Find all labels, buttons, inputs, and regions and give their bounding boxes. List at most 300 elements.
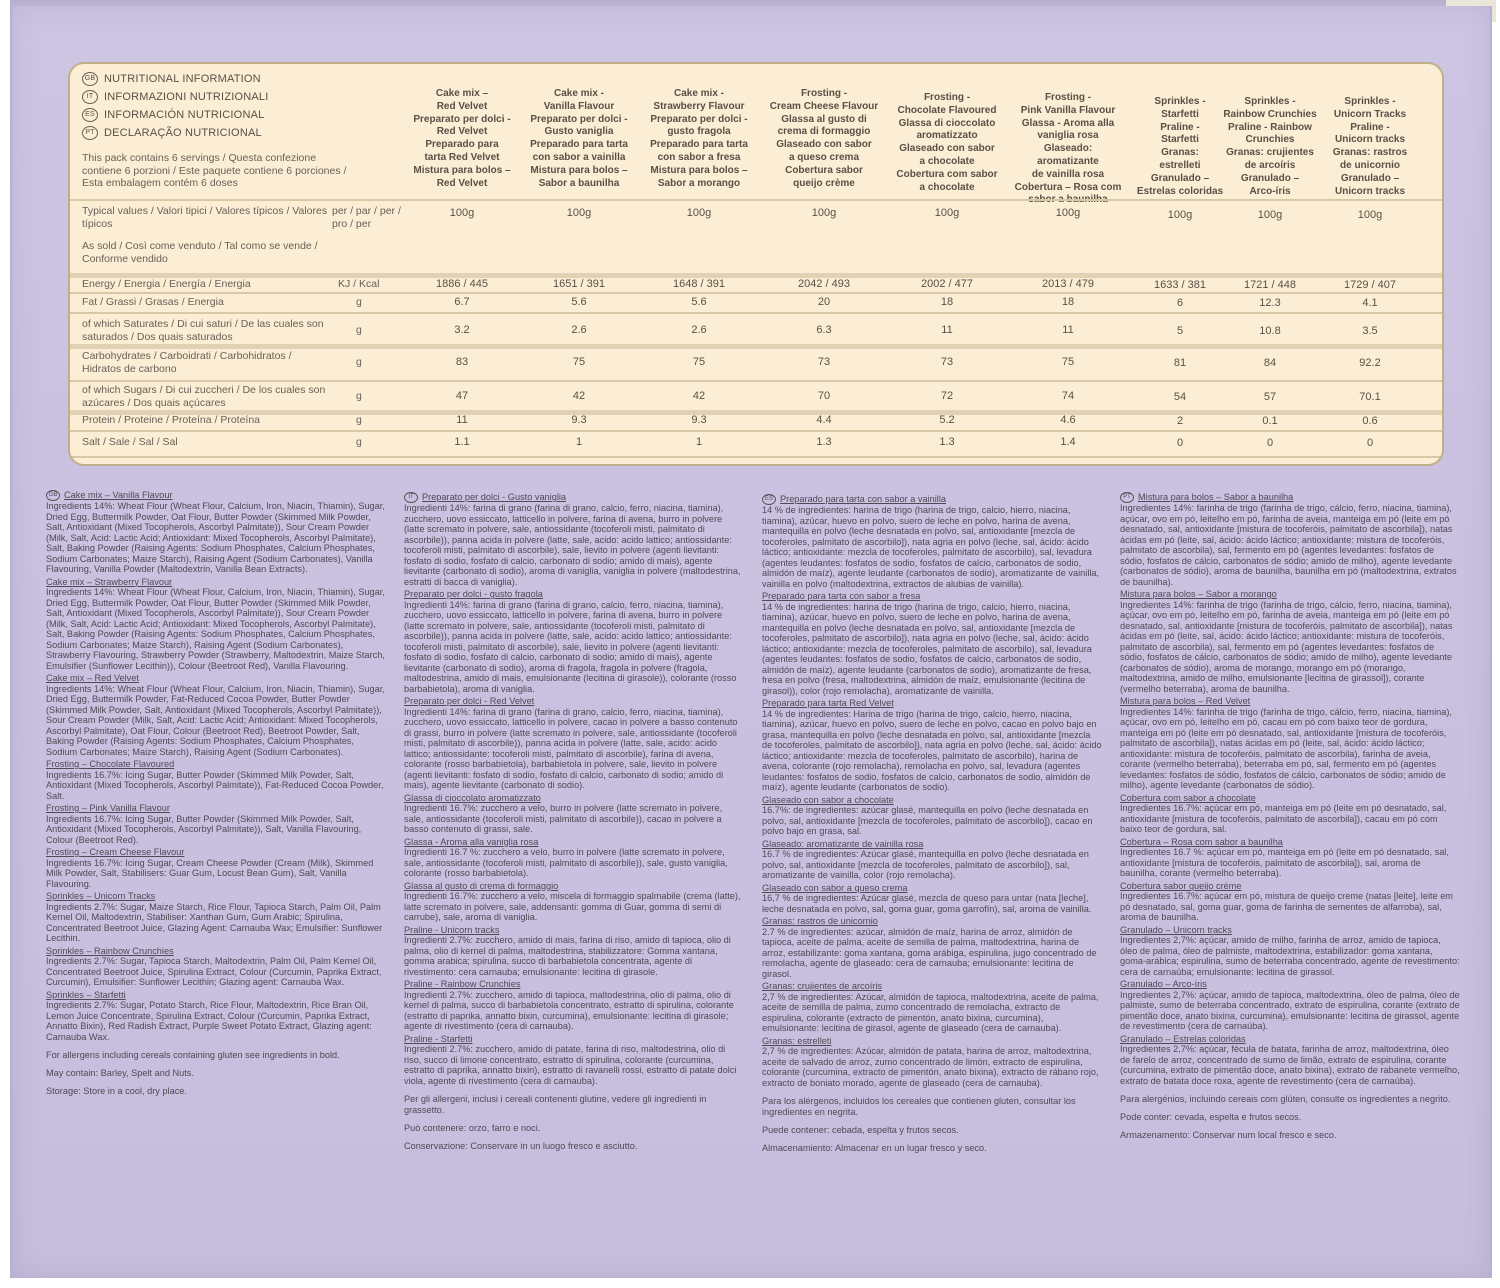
ingredient-text: 14 % de ingredientes: harina de trigo (harina de trigo, calcio, hierro, niacina, tiamina), azúcar, huevo en polvo, suero de leche en polvo, harina de avena, mantequilla en polvo (leche desnatada en polvo, sal, antioxidante [mezcla de tocoferoles, palmitato de ascorbilo]), nata agria en polvo (leche, sal, ácido: ácido láctico; antioxidante: mezcla de tocoferoles, palmitato de ascorbilo), sal, levadura (agentes leudantes: fosfatos de sodio, fosfatos de calcio, carbonatos de sodio, almidón de maíz), agente leudante (carbonatos de sodio), aromatizante de vainilla, vainilla en polvo (maltodextrina, extractos de alubias de vainilla).	[762, 505, 1100, 589]
ingredient-text: Ingredientes 16.7%: açúcar em pó, mistura de queijo creme (natas [leite], leite em pó desnatado, sal, goma guar, goma de farinha de sementes de alfarroba), sal, aroma de baunilha.	[1120, 891, 1453, 923]
ingredient-section	[762, 591, 1102, 696]
product-column-header-line: Glassa al gusto di	[781, 113, 867, 125]
footer-line: Puede contener: cebada, espelta y frutos secos.	[762, 1125, 959, 1136]
ingredient-text: Ingredienti 2.7%: zucchero, amido di tapioca, maltodestrina, olio di palma, olio di kernel di palma, succo di barbabietola concentrato, estratto di spirulina, colorante (estratto di paprika, annatto bixin, curcumina), emulsionante: lecitina di girasole; agente di rivestimento (cera di carnauba).	[404, 989, 734, 1032]
product-column-header-line: a chocolate	[919, 181, 975, 193]
ingredient-section	[762, 698, 1102, 793]
product-column-header-line: Glaseado con sabor	[776, 139, 872, 151]
ingredient-section-title: Granulado – Estrelas coloridas	[1120, 1033, 1246, 1044]
product-column-header-line: Cake mix -	[673, 88, 725, 99]
ingredient-section-title: Granas: crujientes de arcoíris	[762, 981, 882, 992]
product-column-header	[1012, 92, 1124, 207]
nutrient-value: 75	[1061, 356, 1075, 368]
nutrient-value: 4.4	[816, 414, 832, 426]
ingredient-section-title: Granas: rastros de unicornio	[762, 916, 878, 927]
nutrient-unit: KJ / Kcal	[338, 278, 380, 290]
ingredient-section-heading	[762, 1036, 1102, 1047]
typical-values-label: Typical values / Valori tipici / Valores típicos / Valores típicos	[82, 205, 328, 230]
ingredient-section	[404, 1034, 744, 1087]
product-column-header-line: Red Velvet	[436, 177, 488, 189]
nutrient-value: 9.3	[571, 414, 587, 426]
nutrient-value: 6.3	[816, 324, 832, 336]
product-column-header-line: Starfetti	[1161, 108, 1199, 120]
product-column-header-line: Preparado para tarta	[530, 139, 628, 151]
nutrient-value: 9.3	[691, 414, 707, 426]
nutrient-value: 83	[455, 356, 469, 368]
ingredient-text: 2,7 % de ingredientes: Azúcar, almidón de tapioca, maltodextrina, aceite de palma, aceite de semilla de palma, zumo concentrado de remolacha, extracto de espirulina, colorante (extracto de pimentón, anato bixina, curcumina), emulsionante: lecitina de girasol, agente de glaseado (cera de carnauba).	[762, 991, 1099, 1034]
ingredient-section	[762, 795, 1102, 837]
ingredient-text: 2,7 % de ingredientes: Azúcar, almidón de patata, harina de arroz, maltodextrina, aceite de salvado de arroz, zumo concentrado de limón, extracto de espirulina, colorante (curcumina, extracto de pimentón, anato bixina), extracto de rábano rojo, extracto de boniato morado, agente de glaseado (cera de carnauba).	[762, 1046, 1099, 1088]
ingredient-section	[404, 925, 744, 978]
product-column-header-line: Granulado –	[1340, 172, 1400, 184]
ingredients-footer	[1120, 1094, 1460, 1141]
product-column-header-line: Sabor a morango	[657, 177, 741, 189]
nutrient-value: 92.2	[1359, 357, 1381, 369]
nutrient-value: 4.1	[1362, 297, 1378, 309]
ingredient-section-title: Frosting – Cream Cheese Flavour	[46, 847, 185, 858]
product-column-header	[643, 88, 755, 190]
nutrient-unit: g	[356, 390, 362, 402]
ingredient-text: Ingredienti 14%: farina di grano (farina di grano, calcio, ferro, niacina, tiamina), zucchero, uovo essiccato, latticello in polvere, cacao in polvere a basso contenuto di grassi, burro in polvere (latte scremato in polvere, sale, antiossidante (tocoferoli misti, palmitato di ascorbile)), panna acida in polvere (latte, sale, acido: acido lattico; antiossidante: tocoferoli misti, palmitato di ascorbile), farina di avena, colorante (rosso barbabietola), barbabietola in polvere, sale, lievito in polvere (agenti lievitanti: fosfato di sodio, fosfato di calcio, carbonato di sodio; amido di mais), agente lievitante (carbonato di sodio).	[404, 706, 738, 791]
per-100g-value: 100g	[1055, 207, 1081, 219]
ingredient-section-title: Granulado – Unicorn tracks	[1120, 924, 1232, 935]
divider	[70, 380, 1442, 382]
ingredient-section-title: Preparado para tarta con sabor a vainilla	[780, 494, 946, 504]
nutrient-value: 1886 / 445	[436, 278, 488, 290]
ingredient-section-title: Preparado para tarta con sabor a fresa	[762, 591, 921, 602]
product-column-header-line: Vanilla Flavour	[543, 100, 615, 112]
footer-line: Almacenamiento: Almacenar en un lugar fresco y seco.	[762, 1143, 987, 1154]
ingredient-section-title: Sprinkles – Unicorn Tracks	[46, 891, 156, 902]
ingredient-section-title: Cobertura sabor queijo crème	[1120, 880, 1242, 891]
product-column-header-line: Praline -	[1160, 121, 1200, 133]
product-column-header-line: Sprinkles -	[1154, 96, 1206, 107]
product-column-header-line: Arco-íris	[1249, 185, 1291, 197]
language-heading	[82, 126, 262, 140]
nutrient-value: 84	[1263, 357, 1277, 369]
ingredient-section-title: Preparado para tarta Red Velvet	[762, 698, 894, 709]
ingredients-column	[1120, 490, 1460, 1148]
nutrient-value: 6	[1176, 297, 1184, 309]
nutrient-value: 2013 / 479	[1042, 278, 1094, 290]
nutrient-value: 10.8	[1259, 325, 1281, 337]
language-code-badge: PT	[82, 126, 98, 140]
footer-line: Per gli allergeni, inclusi i cereali contenenti glutine, vedere gli ingredienti in grassetto.	[404, 1094, 707, 1116]
product-column-header-line: Glassa - Aroma alla	[1021, 117, 1115, 129]
ingredient-section-heading	[404, 793, 744, 804]
nutrition-panel	[68, 62, 1444, 466]
ingredient-section-heading	[46, 891, 386, 902]
ingredient-section	[46, 759, 386, 801]
language-heading-text: INFORMAZIONI NUTRIZIONALI	[104, 90, 269, 103]
product-column-header-line: a chocolate	[919, 155, 975, 167]
product-column-header-line: Preparado para tarta	[650, 139, 748, 151]
product-column-header-line: Red Velvet	[436, 100, 488, 112]
per-100g-value: 100g	[566, 207, 592, 219]
product-column-header-line: con sabor a fresa	[657, 151, 741, 163]
product-column-header-line: Cake mix –	[435, 88, 489, 99]
footer-line: Para alergénios, incluindo cereais com glúten, consulte os ingredientes a negrito.	[1120, 1094, 1451, 1105]
product-column-header-line: Frosting -	[923, 92, 971, 103]
nutrient-value: 1648 / 391	[673, 278, 725, 290]
ingredient-text: Ingredients 16.7%: Icing Sugar, Cream Cheese Powder (Cream (Milk), Skimmed Milk Powder, Salt, Stabilisers: Guar Gum, Locust Bean Gum), Salt, Vanilla Flavouring.	[46, 857, 374, 889]
ingredient-section-heading	[1120, 589, 1460, 600]
ingredients-column	[404, 490, 744, 1159]
product-column-header-line: Chocolate Flavoured	[897, 104, 997, 116]
ingredient-section-title: Mistura para bolos – Red Velvet	[1120, 696, 1251, 707]
language-code-badge: ES	[762, 494, 776, 505]
ingredient-section-title: Sprinkles – Starfetti	[46, 989, 126, 1000]
language-heading-text: NUTRITIONAL INFORMATION	[104, 72, 261, 85]
product-column-header-line: Rainbow Crunchies	[1223, 108, 1317, 120]
nutrient-value: 6.7	[454, 296, 470, 308]
ingredient-section	[1120, 837, 1460, 879]
nutrient-value: 1633 / 381	[1154, 279, 1206, 291]
product-column-header-line: Preparato per dolci -	[530, 113, 628, 125]
ingredient-text: Ingredients 16.7%: Icing Sugar, Butter Powder (Skimmed Milk Powder, Salt, Antioxidant (Mixed Tocopherols, Ascorbyl Palmitate)), Salt, Vanilla Flavouring, Colour (Beetroot Red).	[46, 813, 362, 845]
ingredient-section-heading	[46, 577, 386, 588]
ingredients-column	[46, 488, 386, 1104]
nutrient-value: 70	[817, 390, 831, 402]
nutrient-label: Carbohydrates / Carboidrati / Carbohidratos / Hidratos de carbono	[82, 350, 292, 375]
nutrient-value: 1.4	[1060, 436, 1076, 448]
ingredient-text: Ingredientes 16.7 %: açúcar em pó, manteiga em pó (leite em pó desnatado, sal, antioxidante [mistura de tocoferóis, palmitato de ascorbila]), sal, aroma de baunilha, corante (vermelho beterraba).	[1120, 847, 1449, 879]
product-column-header-line: Granas: rastros	[1332, 147, 1408, 159]
product-column-header-line: Strawberry Flavour	[653, 100, 745, 112]
ingredient-section	[762, 981, 1102, 1034]
ingredient-section-heading	[46, 847, 386, 858]
ingredient-text: Ingredienti 16.7%: zucchero a velo, miscela di formaggio spalmabile (crema (latte), latte scremato in polvere, sale, addensanti: gomma di Guar, gomma di semi di carrube), sale, aroma di vaniglia.	[404, 891, 741, 923]
ingredient-section-title: Cake mix – Vanilla Flavour	[64, 490, 173, 500]
ingredient-text: 14 % de ingredientes: Harina de trigo (harina de trigo, calcio, hierro, niacina, tiamina), azúcar, huevo en polvo, suero de leche en polvo, cacao en polvo bajo en grasa, mantequilla en polvo (leche desnatada en polvo, sal, antioxidante [mezcla de tocoferoles, palmitato de ascorbilo]), nata agria en polvo (leche, sal, ácido: ácido láctico; antioxidante: mezcla de tocoferoles, palmitato de ascorbilo), harina de avena, colorante (rojo remolacha), remolacha en polvo, sal, levadura (agentes leudantes: fosfatos de sodio, fosfatos de calcio, carbonatos de sodio, almidón de maíz), agente leudante (carbonatos de sodio).	[762, 708, 1102, 793]
ingredient-section-title: Praline - Starfetti	[404, 1033, 473, 1044]
ingredient-section-heading	[404, 925, 744, 936]
ingredient-section-heading	[1120, 979, 1460, 990]
per-100g-value: 100g	[1167, 209, 1193, 221]
product-column-header-line: con sabor a vainilla	[532, 151, 626, 163]
product-column-header-line: Unicorn tracks	[1334, 134, 1406, 146]
nutrient-value: 0	[1266, 437, 1274, 449]
ingredient-text: Ingredientes 2,7%: açúcar, fécula de batata, farinha de arroz, maltodextrina, óleo de farelo de arroz, concentrado de sumo de limão, extrato de espirulina, corante (curcumina, extrato de pimentão doce, anato bixina), extrato de rabanete vermelho, extrato de batata doce roxa, agente de revestimento (cera de carnaúba).	[1120, 1044, 1460, 1086]
ingredient-text: 16.7 % de ingredientes: Azúcar glasé, mantequilla en polvo (leche desnatada en polvo, sal, antioxidante [mezcla de tocoferoles, palmitato de ascorbilo]), sal, aromatizante de vainilla, color (rojo remolacha).	[762, 849, 1089, 881]
nutrient-value: 0	[1176, 437, 1184, 449]
nutrient-value: 0	[1366, 437, 1374, 449]
ingredient-section-title: Preparato per dolci - Gusto vaniglia	[422, 492, 567, 502]
footer-line: May contain: Barley, Spelt and Nuts.	[46, 1068, 194, 1079]
nutrient-value: 73	[817, 356, 831, 368]
ingredient-section	[762, 1036, 1102, 1089]
ingredient-section-title: Cobertura com sabor a chocolate	[1120, 792, 1256, 803]
product-column-header-line: Preparato per dolci -	[413, 113, 511, 125]
nutrient-label: Energy / Energia / Energía / Energia	[82, 278, 251, 290]
ingredient-section-heading	[1120, 492, 1460, 503]
ingredients-column	[762, 492, 1102, 1161]
ingredient-section	[762, 916, 1102, 979]
ingredient-section	[1120, 979, 1460, 1032]
nutrient-value: 70.1	[1359, 391, 1381, 403]
ingredient-section	[46, 490, 386, 575]
product-column-header-line: Mistura para bolos –	[650, 164, 748, 176]
divider	[70, 456, 1442, 458]
product-column-header-line: Preparato per dolci -	[650, 113, 748, 125]
ingredient-section-heading	[762, 795, 1102, 806]
nutrient-value: 2.6	[571, 324, 587, 336]
language-heading	[82, 108, 264, 122]
ingredient-section-title: Glassa al gusto di crema di formaggio	[404, 880, 559, 891]
ingredient-text: Ingredientes 14%: farinha de trigo (farinha de trigo, cálcio, ferro, niacina, tiamina), açúcar, ovo em pó, leitelho em pó, farinha de aveia, manteiga em pó (leite em pó desnatado, sal, antioxidante [mistura de tocoferóis, palmitato de ascorbila]), natas ácidas em pó (leite, sal, ácido: ácido láctico; antioxidante: mistura de tocoferóis, palmitato de ascorbila), sal, fermento em pó (agentes levedantes: fosfatos de sódio, fosfatos de cálcio, carbonatos de sódio; amido de milho), agente levedante (carbonatos de sódio), aroma de baunilha, baunilha em pó (maltodextrina, extratos de baunilha).	[1120, 503, 1457, 587]
ingredient-section	[46, 990, 386, 1043]
nutrient-value: 1721 / 448	[1244, 279, 1296, 291]
ingredient-section	[762, 883, 1102, 915]
ingredient-section-heading	[762, 883, 1102, 894]
ingredient-section-title: Frosting – Pink Vanilla Flavour	[46, 803, 170, 814]
product-column-header-line: vaniglia rosa	[1037, 130, 1099, 142]
language-heading	[82, 72, 261, 86]
product-column-header-line: Glaseado: aromatizante	[1037, 143, 1099, 167]
product-column-header-line: aromatizzato	[916, 130, 978, 142]
product-column-header-line: de vainilla rosa	[1031, 168, 1105, 180]
product-column-header-line: Glassa di cioccolato	[898, 117, 996, 129]
nutrient-value: 3.5	[1362, 325, 1378, 337]
ingredient-section-heading	[1120, 837, 1460, 848]
product-column-header-line: queijo crème	[793, 177, 855, 189]
nutrient-label: of which Sugars / Di cui zuccheri / De los cuales son azúcares / Dos quais açúcares	[82, 384, 326, 409]
ingredient-text: Ingredients 14%: Wheat Flour (Wheat Flour, Calcium, Iron, Niacin, Thiamin), Sugar, Dried Egg, Buttermilk Powder, Fat-Reduced Cocoa Powder, Butter Powder (Skimmed Milk Powder, Salt, Antioxidant (Mixed Tocopherols, Ascorbyl Palmitate)), Sour Cream Powder (Milk, Salt, Acid: Lactic Acid; Antioxidant: Mixed Tocopherols, Ascorbyl Palmitate), Oat Flour, Colour (Beetroot Red), Beetroot Powder, Salt, Baking Powder (Raising Agents: Sodium Phosphates, Calcium Phosphates, Sodium Carbonates; Maize Starch), Raising Agent (Sodium Carbonates).	[46, 683, 385, 757]
nutrient-value: 11	[1062, 324, 1074, 336]
divider	[70, 312, 1442, 314]
product-column-header-line: Praline -	[1350, 121, 1390, 133]
footer-line: Conservazione: Conservare in un luogo fresco e asciutto.	[404, 1141, 638, 1152]
ingredient-text: Ingredienti 16.7 %: zucchero a velo, burro in polvere (latte scremato in polvere, sale, antiossidante (tocoferoli misti, palmitato di ascorbile)), sale, gusto vaniglia, colorante (rosso barbabietola).	[404, 847, 728, 879]
per-label: per / par / per / pro / per	[332, 205, 401, 230]
nutrient-value: 75	[692, 356, 706, 368]
ingredient-section-title: Glassa - Aroma alla vaniglia rosa	[404, 836, 539, 847]
ingredient-section-title: Cake mix – Strawberry Flavour	[46, 576, 173, 587]
nutrient-value: 5.2	[939, 414, 955, 426]
nutrient-value: 1.3	[939, 436, 955, 448]
ingredient-section-heading	[46, 490, 386, 501]
product-column-header-line: Starfetti	[1161, 134, 1199, 146]
nutrient-unit: g	[356, 436, 362, 448]
nutrient-value: 0.1	[1262, 415, 1278, 427]
ingredient-section	[1120, 696, 1460, 791]
nutrient-value: 5.6	[691, 296, 707, 308]
product-column-header-line: estrelleti	[1159, 159, 1201, 171]
per-100g-value: 100g	[811, 207, 837, 219]
product-column-header	[523, 88, 635, 190]
ingredient-text: Ingredienti 2.7%: zucchero, amido di patate, farina di riso, maltodestrina, olio di riso, succo di limone concentrato, estratto di spirulina, colorante (curcumina, estratto di paprika, annatto bixin), estratto di ravanelli rossi, estratto di patate dolci viola, agente di rivestimento (cera di carnauba).	[404, 1044, 737, 1086]
nutrient-value: 18	[940, 296, 954, 308]
nutrient-value: 0.6	[1362, 415, 1378, 427]
product-column-header-line: tarta Red Velvet	[424, 151, 500, 163]
product-column-header-line: Preparado para	[425, 139, 499, 151]
product-column-header	[1314, 96, 1426, 198]
nutrient-value: 1.1	[454, 436, 470, 448]
ingredient-section-title: Preparato per dolci - gusto fragola	[404, 589, 543, 600]
ingredient-section-title: Glassa di cioccolato aromatizzato	[404, 792, 541, 803]
ingredient-section-heading	[1120, 793, 1460, 804]
ingredient-text: Ingredienti 2.7%: zucchero, amido di mais, farina di riso, amido di tapioca, olio di palma, olio di kernel di palma, maltodestrina, stabilizzatore: Gomma xantana, gomma arabica; spirulina, succo di barbabietola concentrata, agente di rivestimento: cera carnauba; emulsionante: lecitina di girasole.	[404, 935, 731, 977]
ingredient-section-heading	[404, 696, 744, 707]
ingredient-section-title: Mistura para bolos – Sabor a morango	[1120, 589, 1277, 600]
per-100g-value: 100g	[1357, 209, 1383, 221]
nutrient-value: 2	[1176, 415, 1184, 427]
product-column-header-line: Praline - Rainbow	[1228, 121, 1312, 133]
ingredient-section	[46, 577, 386, 672]
ingredient-section	[404, 793, 744, 835]
product-column-header-line: Estrelas coloridas	[1136, 185, 1224, 197]
divider	[70, 344, 1442, 349]
ingredient-section-title: Praline - Rainbow Crunchies	[404, 979, 521, 990]
language-heading	[82, 90, 269, 104]
ingredient-section-heading	[404, 1034, 744, 1045]
ingredient-section	[1120, 881, 1460, 923]
divider	[70, 199, 1442, 201]
product-column-header-line: Sprinkles -	[1244, 96, 1296, 107]
ingredient-section	[404, 589, 744, 694]
ingredients-footer	[762, 1096, 1102, 1154]
nutrient-value: 3.2	[454, 324, 470, 336]
ingredient-section-heading	[762, 981, 1102, 992]
product-column-header-line: Sprinkles -	[1344, 96, 1396, 107]
ingredient-section	[46, 673, 386, 757]
ingredient-section-heading	[46, 946, 386, 957]
nutrient-unit: g	[356, 296, 362, 308]
ingredient-section	[1120, 589, 1460, 694]
ingredient-text: Ingredientes 14%: farinha de trigo (farinha de trigo, cálcio, ferro, niacina, tiamina), açúcar, ovo em pó, leitelho em pó, cacau em pó com baixo teor de gordura, manteiga em pó (leite em pó desnatado, sal, antioxidante [mistura de tocoferóis, palmitato de ascorbila]), natas ácidas em pó (leite, sal, ácido: ácido láctico; antioxidante: mistura de tocoferóis, palmitato de ascorbila), farinha de aveia, corante (vermelho beterraba), beterraba em pó, sal, fermento em pó (agentes levedantes: fosfatos de sódio, fosfatos de cálcio, carbonatos de sódio; amido de milho), agente levedante (carbonatos de sódio).	[1120, 706, 1452, 791]
language-code-badge: GB	[46, 490, 60, 501]
nutrient-value: 47	[455, 390, 469, 402]
ingredient-section-title: Mistura para bolos – Sabor a baunilha	[1138, 492, 1294, 502]
ingredient-section-heading	[404, 837, 744, 848]
ingredient-section-title: Cake mix – Red Velvet	[46, 673, 139, 684]
nutrient-value: 5	[1176, 325, 1184, 337]
product-column-header-line: Glaseado con sabor	[899, 143, 995, 155]
nutrient-value: 75	[572, 356, 586, 368]
product-column-header-line: Unicorn Tracks	[1333, 108, 1407, 120]
ingredient-section-title: Glaseado con sabor a queso crema	[762, 882, 908, 893]
product-column-header-line: Granulado –	[1150, 172, 1210, 184]
ingredient-section	[46, 891, 386, 944]
nutrient-value: 2042 / 493	[798, 278, 850, 290]
language-code-badge: GB	[82, 72, 98, 86]
as-sold-label: As sold / Così come venduto / Tal como se vende / Conforme vendido	[82, 240, 318, 265]
nutrient-label: Fat / Grassi / Grasas / Energia	[82, 296, 224, 308]
nutrient-value: 5.6	[571, 296, 587, 308]
ingredient-section-heading	[46, 759, 386, 770]
ingredient-section-title: Praline - Unicorn tracks	[404, 924, 500, 935]
ingredient-section	[1120, 1034, 1460, 1087]
ingredient-section-heading	[762, 494, 1102, 505]
product-column-header-line: Cake mix -	[553, 88, 605, 99]
product-column-header-line: Frosting -	[1044, 92, 1092, 103]
nutrient-value: 2002 / 477	[921, 278, 973, 290]
ingredient-section-title: Sprinkles – Rainbow Crunchies	[46, 945, 174, 956]
product-column-header-line: Cobertura sabor	[785, 164, 863, 176]
ingredient-text: Ingredientes 14%: farinha de trigo (farinha de trigo, cálcio, ferro, niacina, tiamina), açúcar, ovo em pó, leitelho em pó, farinha de aveia, manteiga em pó (leite em pó desnatado, sal, antioxidante [mistura de tocoferóis, palmitato de ascorbila]), natas ácidas em pó (leite, sal, ácido: ácido láctico; antioxidante: mistura de tocoferóis, palmitato de ascorbila), sal, fermento em pó (agentes levedantes: fosfatos de sódio, fosfatos de cálcio, carbonatos de sódio; amido de milho), agente levedante (carbonatos de sódio), aroma de morango, morango em pó (morango, maltodextrina, amido de milho, emulsionante [lecitina de girassol]), corante (vermelho beterraba), aroma de baunilha.	[1120, 599, 1453, 694]
product-column-header-line: gusto fragola	[667, 126, 731, 138]
product-column-header	[1214, 96, 1326, 198]
nutrient-value: 74	[1061, 390, 1075, 402]
nutrient-value: 42	[692, 390, 706, 402]
per-100g-value: 100g	[686, 207, 712, 219]
nutrient-value: 81	[1173, 357, 1187, 369]
language-heading-text: DECLARAÇÃO NUTRICIONAL	[104, 126, 262, 139]
ingredient-section	[762, 839, 1102, 881]
ingredient-section	[46, 946, 386, 988]
ingredient-text: 14 % de ingredientes: harina de trigo (harina de trigo, calcio, hierro, niacina, tiamina), azúcar, huevo en polvo, suero de leche en polvo, harina de avena, mantequilla en polvo (leche desnatada en polvo, sal, antioxidante [mezcla de tocoferoles, palmitato de ascorbilo]), nata agria en polvo (leche, sal, ácido: ácido láctico; antioxidante: mezcla de tocoferoles, palmitato de ascorbilo), sal, levadura (agentes leudantes: fosfatos de sodio, fosfatos de calcio, carbonatos de sodio, almidón de maíz), agente leudante (carbonatos de sodio), aromatizante de fresa, fresa en polvo (fresa, maltodextrina, almidón de maíz, emulsionante (lecitina de girasol)), color (rojo remolacha), aromatizante de vainilla.	[762, 601, 1092, 696]
ingredient-section-title: Glaseado: aromatizante de vainilla rosa	[762, 838, 924, 849]
nutrient-value: 1729 / 407	[1344, 279, 1396, 291]
ingredient-section	[1120, 793, 1460, 835]
ingredient-text: Ingredientes 2,7%: açúcar, amido de milho, farinha de arroz, amido de tapioca, óleo de palma, óleo de palmiste, maltodextrina, estabilizador: goma xantana, goma-arábica; espirulina, sumo de beterraba concentrado, agente de revestimento: cera de carnaúba; emulsionante: lecitina de girassol.	[1120, 935, 1460, 977]
ingredient-section-title: Granas: estrelleti	[762, 1035, 832, 1046]
product-column-header-line: Sabor a baunilha	[538, 177, 620, 189]
product-column-header-line: de arcoíris	[1244, 159, 1296, 171]
footer-line: Para los alérgenos, incluidos los cereales que contienen gluten, consultar los ingredientes en negrita.	[762, 1096, 1076, 1118]
ingredient-text: Ingredienti 14%: farina di grano (farina di grano, calcio, ferro, niacina, tiamina), zucchero, uovo essiccato, latticello in polvere, farina di avena, burro in polvere (latte scremato in polvere, sale, antiossidante (tocoferoli misti, palmitato di ascorbile)), panna acida in polvere (latte, sale, acido: acido lattico; antiossidante: tocoferoli misti, palmitato di ascorbile), sale, lievito in polvere (agenti lievitanti: fosfato di sodio, fosfato di calcio, carbonato di sodio; amido di mais), agente lievitante (carbonato di sodio), aroma di fragola, fragola in polvere (fragola, maltodestrina, amido di mais, emulsionante (lecitina di girasole)), colorante (rosso barbabietola), aroma di vaniglia.	[404, 599, 737, 694]
ingredient-section	[404, 696, 744, 791]
ingredient-section-heading	[762, 698, 1102, 709]
product-column-header	[768, 88, 880, 190]
nutrient-label: Protein / Proteine / Proteína / Proteína	[82, 414, 261, 426]
ingredient-text: Ingredients 2.7%: Sugar, Tapioca Starch, Maltodextrin, Palm Oil, Palm Kernel Oil, Concentrated Beetroot Juice, Spirulina Extract, Colour (Curcumin, Paprika Extract, Curcumin), Emulsifier: Sunflower Lecithin; Glazing agent: Carnauba Wax.	[46, 956, 382, 988]
ingredient-section	[762, 494, 1102, 589]
ingredient-text: Ingredientes 2,7%: açúcar, amido de tapioca, maltodextrina, óleo de palma, óleo de palmiste, sumo de beterraba concentrado, extrato de espirulina, corante (extrato de pimentão doce, anato bixina, curcumina), emulsionante: lecitina de girassol, agente de revestimento (cera de carnaúba).	[1120, 989, 1460, 1032]
nutrient-value: 57	[1263, 391, 1277, 403]
ingredient-section-heading	[1120, 881, 1460, 892]
divider	[70, 430, 1442, 432]
ingredient-section	[404, 492, 744, 587]
divider	[70, 292, 1442, 294]
ingredient-section-heading	[404, 492, 744, 503]
per-100g-value: 100g	[1257, 209, 1283, 221]
ingredient-section-title: Granulado – Arco-íris	[1120, 979, 1207, 990]
ingredient-text: Ingredienti 16.7%: zucchero a velo, burro in polvere (latte scremato in polvere, sale, antiossidante (tocoferoli misti, palmitato di ascorbile)), cacao in polvere a basso contenuto di grassi, sale.	[404, 803, 723, 835]
nutrient-value: 4.6	[1060, 414, 1076, 426]
product-column-header	[406, 88, 518, 190]
ingredient-section-title: Cobertura – Rosa com sabor a baunilha	[1120, 836, 1283, 847]
ingredient-section-heading	[404, 589, 744, 600]
nutrient-value: 72	[940, 390, 954, 402]
ingredient-section-title: Preparato per dolci - Red Velvet	[404, 696, 535, 707]
product-column-header-line: Crunchies	[1245, 134, 1295, 146]
ingredient-section-heading	[46, 673, 386, 684]
ingredient-section-heading	[46, 990, 386, 1001]
nutrient-unit: g	[356, 356, 362, 368]
nutrient-value: 2.6	[691, 324, 707, 336]
ingredient-text: 16.7%: de ingredientes: azúcar glasé, mantequilla en polvo (leche desnatada en polvo, sal, antioxidante [mezcla de tocoferoles, palmitato de ascorbilo]), cacao en polvo bajo en grasa, sal.	[762, 805, 1093, 837]
ingredient-section	[404, 837, 744, 879]
footer-line: Armazenamento: Conservar num local fresco e seco.	[1120, 1130, 1337, 1141]
product-column-header-line: Gusto vaniglia	[544, 126, 614, 138]
ingredient-section-title: Frosting – Chocolate Flavoured	[46, 759, 175, 770]
product-column-header-line: a queso crema	[788, 151, 860, 163]
product-column-header-line: Frosting -	[800, 88, 848, 99]
ingredient-section-heading	[1120, 1034, 1460, 1045]
ingredient-section	[1120, 925, 1460, 978]
ingredient-section	[404, 979, 744, 1032]
nutrient-value: 1	[695, 436, 703, 448]
ingredient-section-heading	[404, 979, 744, 990]
footer-line: Può contenere: orzo, farro e noci.	[404, 1123, 541, 1134]
product-column-header-line: Cream Cheese Flavour	[769, 100, 879, 112]
product-column-header-line: crema di formaggio	[777, 126, 871, 138]
product-column-header-line: de unicornio	[1340, 159, 1400, 171]
ingredient-text: Ingredients 2.7%: Sugar, Potato Starch, Rice Flour, Maltodextrin, Rice Bran Oil, Lemon Juice Concentrate, Spirulina Extract, Colour (Curcumin, Paprika Extract, Annatto Bixin), Red Radish Extract, Purple Sweet Potato Extract, Glazing agent: Carnauba Wax.	[46, 1000, 372, 1042]
servings-note: This pack contains 6 servings / Questa confezione contiene 6 porzioni / Este paquete contiene 6 porciones / Esta embalagem contém 6 doses	[82, 152, 347, 189]
nutrient-value: 12.3	[1259, 297, 1281, 309]
